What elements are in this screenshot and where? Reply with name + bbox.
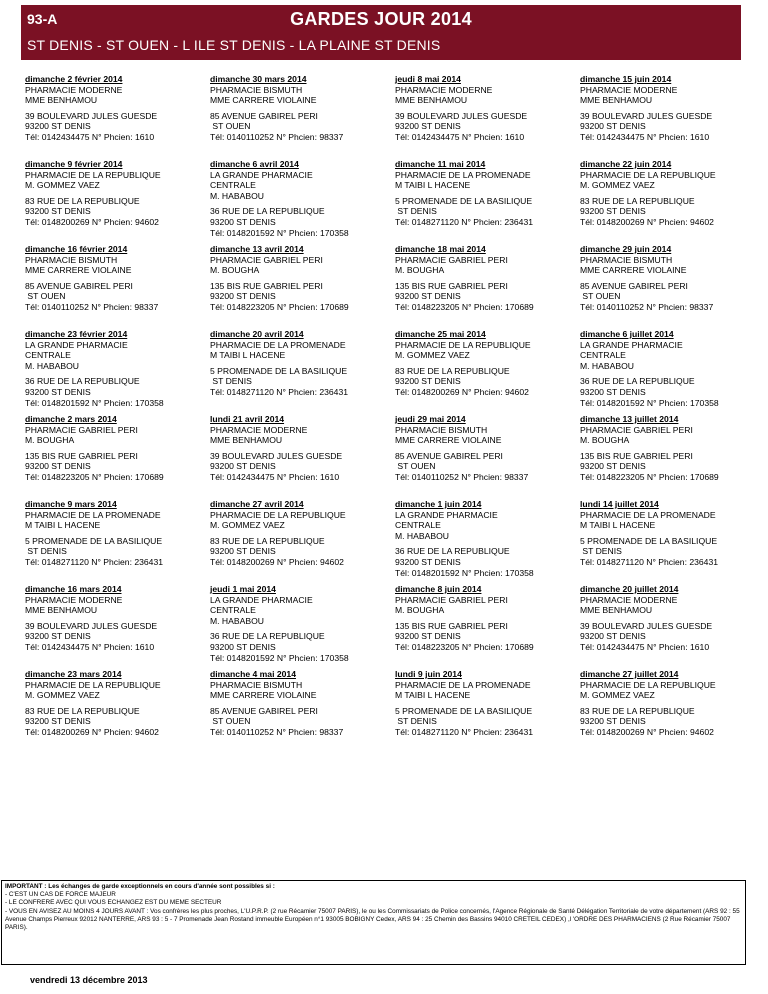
phone-line: Tél: 0148201592 N° Phcien: 170358	[210, 227, 349, 238]
address-line: ST OUEN	[210, 121, 251, 132]
guard-date: dimanche 16 février 2014	[25, 244, 128, 254]
guard-date: dimanche 27 avril 2014	[210, 499, 304, 509]
address-line: 93200 ST DENIS	[395, 376, 461, 387]
pharmacy-name: PHARMACIE DE LA PROMENADE	[395, 169, 531, 180]
guard-date: dimanche 18 mai 2014	[395, 244, 486, 254]
pharmacy-address	[25, 376, 202, 408]
guard-entry	[576, 327, 761, 412]
pharmacy-name: LA GRANDE PHARMACIE	[25, 339, 128, 350]
address-line: 85 AVENUE GABIREL PERI	[25, 280, 133, 291]
pharmacist-name: M. HABABOU	[25, 360, 79, 371]
guard-entry	[206, 72, 391, 157]
address-line: 93200 ST DENIS	[210, 291, 276, 302]
address-line: 93200 ST DENIS	[210, 546, 276, 557]
phone-line: Tél: 0148200269 N° Phcien: 94602	[25, 726, 159, 737]
guard-date: dimanche 13 juillet 2014	[580, 414, 679, 424]
pharmacy-name: PHARMACIE MODERNE	[25, 84, 123, 95]
address-line: ST OUEN	[25, 291, 66, 302]
phone-line: Tél: 0142434475 N° Phcien: 1610	[210, 471, 340, 482]
address-line: 93200 ST DENIS	[395, 556, 461, 567]
guard-entry	[206, 667, 391, 752]
address-line: 85 AVENUE GABIREL PERI	[210, 110, 318, 121]
guard-entry	[206, 497, 391, 582]
address-line: 83 RUE DE LA REPUBLIQUE	[580, 705, 695, 716]
pharmacy-address	[25, 451, 202, 483]
guard-entry	[391, 72, 576, 157]
guard-entry	[391, 667, 576, 752]
address-line: 93200 ST DENIS	[395, 291, 461, 302]
address-line: 93200 ST DENIS	[210, 216, 276, 227]
phone-line: Tél: 0148271120 N° Phcien: 236431	[25, 556, 164, 567]
guard-date: lundi 9 juin 2014	[395, 669, 462, 679]
address-line: 135 BIS RUE GABRIEL PERI	[395, 280, 508, 291]
guard-date: jeudi 8 mai 2014	[395, 74, 461, 84]
pharmacy-address	[580, 706, 757, 738]
pharmacy-address	[25, 706, 202, 738]
address-line: 93200 ST DENIS	[25, 716, 91, 727]
pharmacist-name: M. GOMMEZ VAEZ	[395, 350, 470, 361]
pharmacy-name: CENTRALE	[210, 180, 256, 191]
address-line: 36 RUE DE LA REPUBLIQUE	[25, 376, 140, 387]
page-title: GARDES JOUR 2014	[290, 9, 472, 29]
pharmacy-name: PHARMACIE GABRIEL PERI	[210, 254, 323, 265]
guard-entry	[576, 157, 761, 242]
guard-date: dimanche 15 juin 2014	[580, 74, 672, 84]
address-line: 93200 ST DENIS	[580, 386, 646, 397]
phone-line: Tél: 0148201592 N° Phcien: 170358	[210, 652, 349, 663]
address-line: 135 BIS RUE GABRIEL PERI	[580, 450, 693, 461]
pharmacy-name: PHARMACIE DE LA REPUBLIQUE	[395, 339, 531, 350]
address-line: 39 BOULEVARD JULES GUESDE	[25, 620, 158, 631]
pharmacy-name: PHARMACIE GABRIEL PERI	[395, 254, 508, 265]
guard-entry	[391, 412, 576, 497]
phone-line: Tél: 0148271120 N° Phcien: 236431	[580, 556, 719, 567]
guard-date: lundi 21 avril 2014	[210, 414, 285, 424]
pharmacy-name: PHARMACIE DE LA PROMENADE	[25, 509, 161, 520]
pharmacist-name: M. HABABOU	[210, 615, 264, 626]
phone-line: Tél: 0148200269 N° Phcien: 94602	[580, 216, 714, 227]
page-subtitle: ST DENIS - ST OUEN - L ILE ST DENIS - LA PLAINE ST DENIS	[27, 37, 441, 53]
pharmacy-address	[395, 546, 572, 578]
pharmacist-name: MME BENHAMOU	[25, 605, 98, 616]
address-line: ST DENIS	[210, 376, 252, 387]
address-line: 93200 ST DENIS	[580, 716, 646, 727]
address-line: 39 BOULEVARD JULES GUESDE	[395, 110, 528, 121]
pharmacy-name: CENTRALE	[580, 350, 626, 361]
pharmacy-name: PHARMACIE BISMUTH	[580, 254, 673, 265]
phone-line: Tél: 0142434475 N° Phcien: 1610	[395, 131, 525, 142]
address-line: 83 RUE DE LA REPUBLIQUE	[210, 535, 325, 546]
address-line: 5 PROMENADE DE LA BASILIQUE	[210, 365, 348, 376]
guard-date: dimanche 1 juin 2014	[395, 499, 482, 509]
pharmacy-address	[25, 536, 202, 568]
pharmacy-name: PHARMACIE DE LA REPUBLIQUE	[210, 509, 346, 520]
guard-date: dimanche 30 mars 2014	[210, 74, 307, 84]
guard-entry	[391, 242, 576, 327]
pharmacy-name: PHARMACIE DE LA REPUBLIQUE	[580, 169, 716, 180]
guard-date: lundi 14 juillet 2014	[580, 499, 659, 509]
address-line: 39 BOULEVARD JULES GUESDE	[580, 620, 713, 631]
address-line: 85 AVENUE GABIREL PERI	[210, 705, 318, 716]
address-line: 93200 ST DENIS	[395, 121, 461, 132]
pharmacy-name: PHARMACIE DE LA REPUBLIQUE	[25, 679, 161, 690]
guard-date: dimanche 6 avril 2014	[210, 159, 299, 169]
notice-line: - LE CONFRERE AVEC QUI VOUS ECHANGEZ EST DU MEME SECTEUR	[5, 899, 222, 907]
pharmacist-name: MME BENHAMOU	[580, 605, 653, 616]
address-line: 93200 ST DENIS	[25, 461, 91, 472]
pharmacist-name: M TAIBI L HACENE	[25, 520, 101, 531]
pharmacist-name: M. BOUGHA	[580, 435, 630, 446]
address-line: 83 RUE DE LA REPUBLIQUE	[25, 705, 140, 716]
address-line: 5 PROMENADE DE LA BASILIQUE	[25, 535, 163, 546]
zone-code: 93-A	[27, 11, 58, 27]
address-line: ST OUEN	[580, 291, 621, 302]
pharmacy-address	[395, 111, 572, 143]
guard-date: dimanche 20 avril 2014	[210, 329, 304, 339]
pharmacist-name: M TAIBI L HACENE	[580, 520, 656, 531]
pharmacy-address	[25, 111, 202, 143]
guard-entry	[576, 497, 761, 582]
guard-entry	[21, 497, 206, 582]
pharmacy-address	[210, 536, 387, 568]
pharmacy-name: PHARMACIE MODERNE	[580, 594, 678, 605]
pharmacist-name: M. GOMMEZ VAEZ	[210, 520, 285, 531]
pharmacist-name: M. BOUGHA	[395, 265, 445, 276]
guard-date: dimanche 20 juillet 2014	[580, 584, 679, 594]
address-line: 93200 ST DENIS	[25, 121, 91, 132]
pharmacist-name: MME CARRERE VIOLAINE	[210, 690, 317, 701]
address-line: 39 BOULEVARD JULES GUESDE	[25, 110, 158, 121]
guard-entry	[206, 412, 391, 497]
phone-line: Tél: 0148200269 N° Phcien: 94602	[210, 556, 344, 567]
pharmacy-address	[210, 366, 387, 398]
pharmacist-name: M. GOMMEZ VAEZ	[580, 180, 655, 191]
pharmacy-address	[395, 621, 572, 653]
phone-line: Tél: 0148223205 N° Phcien: 170689	[25, 471, 164, 482]
pharmacist-name: M TAIBI L HACENE	[210, 350, 286, 361]
guard-entry	[21, 72, 206, 157]
pharmacy-name: PHARMACIE MODERNE	[25, 594, 123, 605]
pharmacy-name: CENTRALE	[25, 350, 71, 361]
pharmacist-name: MME CARRERE VIOLAINE	[580, 265, 687, 276]
phone-line: Tél: 0140110252 N° Phcien: 98337	[210, 726, 344, 737]
address-line: ST DENIS	[580, 546, 622, 557]
pharmacy-name: PHARMACIE BISMUTH	[395, 424, 488, 435]
guard-date: dimanche 9 mars 2014	[25, 499, 117, 509]
guard-entry	[391, 157, 576, 242]
guard-date: dimanche 9 février 2014	[25, 159, 123, 169]
phone-line: Tél: 0140110252 N° Phcien: 98337	[395, 471, 529, 482]
guard-date: dimanche 6 juillet 2014	[580, 329, 674, 339]
phone-line: Tél: 0148223205 N° Phcien: 170689	[395, 641, 534, 652]
pharmacy-address	[580, 621, 757, 653]
pharmacist-name: MME CARRERE VIOLAINE	[25, 265, 132, 276]
pharmacist-name: MME CARRERE VIOLAINE	[210, 95, 317, 106]
pharmacy-address	[25, 196, 202, 228]
guard-date: dimanche 29 juin 2014	[580, 244, 672, 254]
address-line: 135 BIS RUE GABRIEL PERI	[210, 280, 323, 291]
guard-entry	[576, 582, 761, 667]
pharmacy-address	[210, 451, 387, 483]
pharmacy-name: LA GRANDE PHARMACIE	[395, 509, 498, 520]
pharmacy-address	[580, 451, 757, 483]
pharmacy-name: PHARMACIE MODERNE	[395, 84, 493, 95]
pharmacy-address	[580, 376, 757, 408]
pharmacist-name: M TAIBI L HACENE	[395, 690, 471, 701]
guard-entry	[206, 157, 391, 242]
header-banner	[21, 5, 741, 60]
address-line: 93200 ST DENIS	[25, 386, 91, 397]
pharmacy-address	[580, 536, 757, 568]
pharmacy-address	[395, 366, 572, 398]
address-line: 5 PROMENADE DE LA BASILIQUE	[395, 195, 533, 206]
guard-entry	[21, 412, 206, 497]
address-line: 36 RUE DE LA REPUBLIQUE	[210, 206, 325, 217]
guard-date: dimanche 8 juin 2014	[395, 584, 482, 594]
pharmacist-name: M. GOMMEZ VAEZ	[25, 690, 100, 701]
pharmacy-name: CENTRALE	[210, 605, 256, 616]
phone-line: Tél: 0148271120 N° Phcien: 236431	[210, 386, 349, 397]
guard-date: dimanche 2 février 2014	[25, 74, 123, 84]
address-line: ST DENIS	[395, 716, 437, 727]
guard-date: dimanche 4 mai 2014	[210, 669, 296, 679]
phone-line: Tél: 0148200269 N° Phcien: 94602	[580, 726, 714, 737]
address-line: 36 RUE DE LA REPUBLIQUE	[210, 631, 325, 642]
address-line: 135 BIS RUE GABRIEL PERI	[25, 450, 138, 461]
pharmacist-name: M. BOUGHA	[210, 265, 260, 276]
address-line: 135 BIS RUE GABRIEL PERI	[395, 620, 508, 631]
phone-line: Tél: 0148200269 N° Phcien: 94602	[25, 216, 159, 227]
guard-date: dimanche 25 mai 2014	[395, 329, 486, 339]
guard-entry	[206, 242, 391, 327]
guard-date: dimanche 22 juin 2014	[580, 159, 672, 169]
phone-line: Tél: 0142434475 N° Phcien: 1610	[580, 131, 710, 142]
phone-line: Tél: 0148200269 N° Phcien: 94602	[395, 386, 529, 397]
guard-entry	[21, 327, 206, 412]
address-line: 85 AVENUE GABIREL PERI	[395, 450, 503, 461]
pharmacy-address	[580, 281, 757, 313]
address-line: ST DENIS	[395, 206, 437, 217]
pharmacy-name: PHARMACIE DE LA PROMENADE	[395, 679, 531, 690]
guard-date: dimanche 23 février 2014	[25, 329, 128, 339]
address-line: 39 BOULEVARD JULES GUESDE	[580, 110, 713, 121]
guard-entry	[576, 242, 761, 327]
pharmacy-address	[395, 706, 572, 738]
guard-date: dimanche 11 mai 2014	[395, 159, 486, 169]
address-line: 83 RUE DE LA REPUBLIQUE	[580, 195, 695, 206]
address-line: 83 RUE DE LA REPUBLIQUE	[395, 365, 510, 376]
pharmacy-name: CENTRALE	[395, 520, 441, 531]
guard-entry	[206, 582, 391, 667]
guard-date: dimanche 13 avril 2014	[210, 244, 304, 254]
pharmacy-address	[580, 196, 757, 228]
pharmacy-address	[395, 281, 572, 313]
phone-line: Tél: 0148201592 N° Phcien: 170358	[395, 567, 534, 578]
pharmacist-name: MME BENHAMOU	[580, 95, 653, 106]
pharmacy-address	[210, 706, 387, 738]
pharmacy-name: PHARMACIE GABRIEL PERI	[395, 594, 508, 605]
address-line: 36 RUE DE LA REPUBLIQUE	[580, 376, 695, 387]
pharmacy-name: LA GRANDE PHARMACIE	[210, 594, 313, 605]
address-line: 83 RUE DE LA REPUBLIQUE	[25, 195, 140, 206]
pharmacist-name: M. BOUGHA	[395, 605, 445, 616]
pharmacy-address	[210, 111, 387, 143]
pharmacist-name: M TAIBI L HACENE	[395, 180, 471, 191]
pharmacist-name: MME BENHAMOU	[395, 95, 468, 106]
address-line: 93200 ST DENIS	[25, 631, 91, 642]
phone-line: Tél: 0148201592 N° Phcien: 170358	[25, 397, 164, 408]
address-line: 93200 ST DENIS	[580, 461, 646, 472]
pharmacy-name: PHARMACIE DE LA REPUBLIQUE	[580, 679, 716, 690]
address-line: 85 AVENUE GABIREL PERI	[580, 280, 688, 291]
pharmacist-name: MME CARRERE VIOLAINE	[395, 435, 502, 446]
address-line: 5 PROMENADE DE LA BASILIQUE	[580, 535, 718, 546]
guard-entry	[206, 327, 391, 412]
guard-date: dimanche 2 mars 2014	[25, 414, 117, 424]
pharmacy-name: PHARMACIE MODERNE	[210, 424, 308, 435]
guard-date: dimanche 23 mars 2014	[25, 669, 122, 679]
pharmacist-name: MME BENHAMOU	[210, 435, 283, 446]
phone-line: Tél: 0140110252 N° Phcien: 98337	[580, 301, 714, 312]
phone-line: Tél: 0142434475 N° Phcien: 1610	[25, 131, 155, 142]
address-line: 36 RUE DE LA REPUBLIQUE	[395, 546, 510, 557]
address-line: 5 PROMENADE DE LA BASILIQUE	[395, 705, 533, 716]
phone-line: Tél: 0148271120 N° Phcien: 236431	[395, 726, 534, 737]
guard-entry	[21, 242, 206, 327]
guard-date: jeudi 29 mai 2014	[395, 414, 466, 424]
pharmacy-address	[25, 281, 202, 313]
address-line: ST OUEN	[210, 716, 251, 727]
phone-line: Tél: 0148201592 N° Phcien: 170358	[580, 397, 719, 408]
notice-line: - C'EST UN CAS DE FORCE MAJEUR	[5, 891, 116, 899]
address-line: 93200 ST DENIS	[580, 631, 646, 642]
guard-entry	[576, 72, 761, 157]
guard-entry	[576, 412, 761, 497]
guard-entry	[391, 582, 576, 667]
pharmacist-name: M. BOUGHA	[25, 435, 75, 446]
address-line: ST OUEN	[395, 461, 436, 472]
pharmacy-name: PHARMACIE BISMUTH	[210, 84, 303, 95]
guard-entry	[21, 157, 206, 242]
pharmacy-address	[395, 451, 572, 483]
phone-line: Tél: 0140110252 N° Phcien: 98337	[210, 131, 344, 142]
pharmacy-name: PHARMACIE DE LA REPUBLIQUE	[25, 169, 161, 180]
notice-box	[1, 880, 746, 965]
pharmacy-name: PHARMACIE GABRIEL PERI	[25, 424, 138, 435]
guard-entry	[391, 327, 576, 412]
guard-entry	[576, 667, 761, 752]
schedule-grid	[21, 72, 761, 752]
pharmacy-name: PHARMACIE DE LA PROMENADE	[210, 339, 346, 350]
guard-date: dimanche 27 juillet 2014	[580, 669, 679, 679]
pharmacy-name: PHARMACIE BISMUTH	[210, 679, 303, 690]
pharmacy-name: LA GRANDE PHARMACIE	[580, 339, 683, 350]
guard-entry	[391, 497, 576, 582]
pharmacist-name: MME BENHAMOU	[25, 95, 98, 106]
guard-date: dimanche 16 mars 2014	[25, 584, 122, 594]
guard-entry	[21, 667, 206, 752]
pharmacist-name: M. GOMMEZ VAEZ	[580, 690, 655, 701]
address-line: 93200 ST DENIS	[580, 121, 646, 132]
pharmacy-name: PHARMACIE MODERNE	[580, 84, 678, 95]
phone-line: Tél: 0142434475 N° Phcien: 1610	[580, 641, 710, 652]
address-line: ST DENIS	[25, 546, 67, 557]
pharmacy-address	[580, 111, 757, 143]
pharmacy-address	[210, 206, 387, 238]
guard-date: jeudi 1 mai 2014	[210, 584, 276, 594]
phone-line: Tél: 0148271120 N° Phcien: 236431	[395, 216, 534, 227]
address-line: 93200 ST DENIS	[395, 631, 461, 642]
pharmacy-name: LA GRANDE PHARMACIE	[210, 169, 313, 180]
pharmacy-address	[210, 631, 387, 663]
pharmacy-address	[395, 196, 572, 228]
pharmacist-name: M. HABABOU	[580, 360, 634, 371]
pharmacist-name: M. GOMMEZ VAEZ	[25, 180, 100, 191]
pharmacy-address	[25, 621, 202, 653]
notice-heading: IMPORTANT : Les échanges de garde exceptionnels en cours d'année sont possibles si :	[5, 883, 275, 890]
phone-line: Tél: 0148223205 N° Phcien: 170689	[210, 301, 349, 312]
print-date: vendredi 13 décembre 2013	[30, 975, 148, 985]
notice-line: - VOUS EN AVISEZ AU MOINS 4 JOURS AVANT : Vos confrères les plus proches, L'U.P.R.P. (2 rue Récamier 75007 PARIS), le ou les Commissariats de Police concernés, l'Agence Régionale de Santé Délégation Territoriale de votre département (ARS 92 : 55 Avenue Champs Pierreux 92012 NANTERRE, ARS 93 : 5 - 7 Promenade Jean Rostand immeuble Européen n°1 93005 BOBIGNY Cedex, ARS 94 : 25 Chemin des Bassins 94010 CRETEIL CEDEX) ,l 'ORDRE DES PHARMACIENS (2 Rue Récamier 75007 PARIS).	[5, 907, 740, 932]
address-line: 93200 ST DENIS	[210, 461, 276, 472]
pharmacist-name: M. HABABOU	[395, 530, 449, 541]
phone-line: Tél: 0148223205 N° Phcien: 170689	[395, 301, 534, 312]
pharmacy-address	[210, 281, 387, 313]
guard-entry	[21, 582, 206, 667]
phone-line: Tél: 0142434475 N° Phcien: 1610	[25, 641, 155, 652]
address-line: 93200 ST DENIS	[25, 206, 91, 217]
pharmacy-name: PHARMACIE DE LA PROMENADE	[580, 509, 716, 520]
pharmacy-name: PHARMACIE BISMUTH	[25, 254, 118, 265]
address-line: 93200 ST DENIS	[580, 206, 646, 217]
pharmacist-name: M. HABABOU	[210, 190, 264, 201]
address-line: 39 BOULEVARD JULES GUESDE	[210, 450, 343, 461]
address-line: 93200 ST DENIS	[210, 641, 276, 652]
phone-line: Tél: 0140110252 N° Phcien: 98337	[25, 301, 159, 312]
phone-line: Tél: 0148223205 N° Phcien: 170689	[580, 471, 719, 482]
pharmacy-name: PHARMACIE GABRIEL PERI	[580, 424, 693, 435]
